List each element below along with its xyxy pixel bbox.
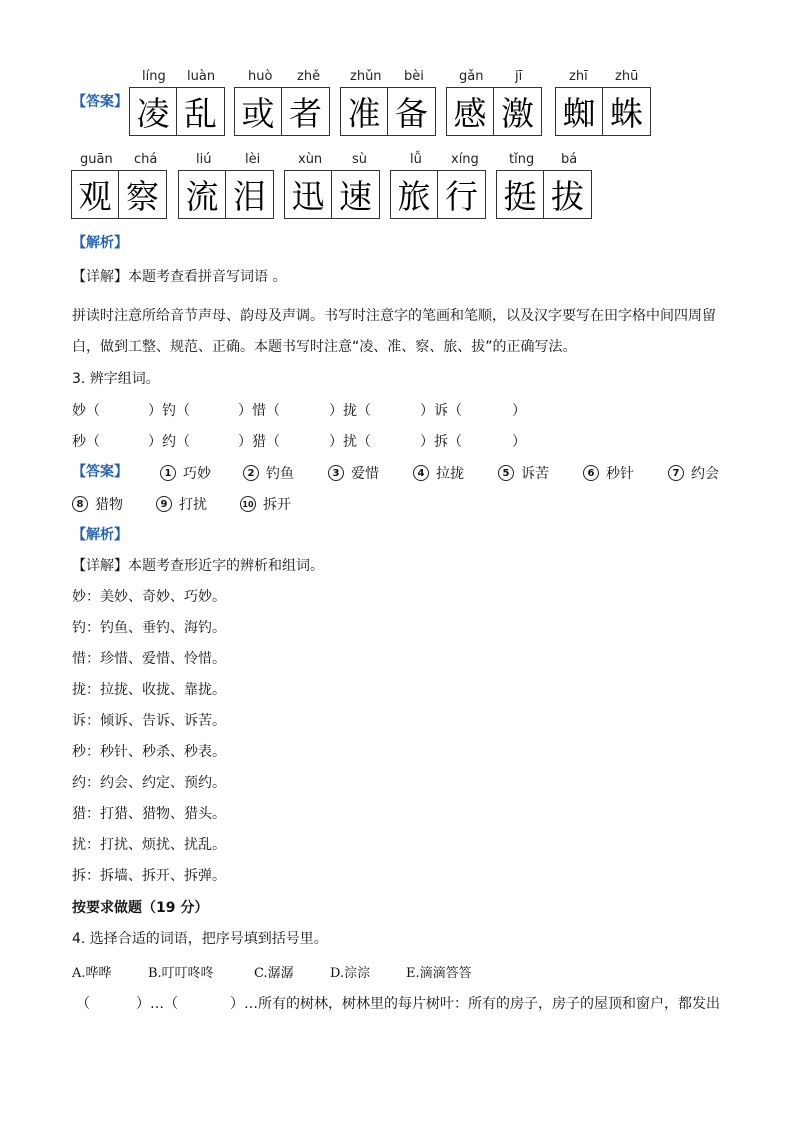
- question-title: 4. 选择合适的词语，把序号填到括号里。: [72, 931, 328, 947]
- word-group-line: 约：约会、约定、预约。: [72, 775, 226, 791]
- section-title: 按要求做题（19 分）: [72, 900, 209, 916]
- answer-text: 钓鱼: [266, 466, 294, 482]
- option: A.哗哗: [72, 966, 112, 981]
- pinyin: líng: [142, 69, 166, 84]
- pinyin: chá: [134, 152, 158, 167]
- answer-item: [156, 494, 207, 514]
- word-grid: [129, 87, 225, 136]
- circled-number: 4: [413, 465, 429, 481]
- answer-text: 猎物: [95, 497, 123, 513]
- char-blank: 秒（: [72, 434, 100, 450]
- hanzi-cell: 行: [445, 177, 478, 216]
- blank-middle: ）…（: [136, 996, 178, 1012]
- sentence-text: ）…所有的树林，树林里的每片树叶：所有的房子，房子的屋顶和窗户，都发出: [230, 996, 720, 1012]
- pinyin: zhū: [615, 69, 639, 84]
- word-group-line: 惜：珍惜、爱惜、怜惜。: [72, 651, 226, 667]
- detail-line: [72, 557, 324, 575]
- answer-text: 打扰: [179, 497, 207, 513]
- char-blank: ）拢（: [329, 403, 371, 419]
- detail-text: 本题考查形近字的辨析和组词。: [128, 558, 324, 574]
- word-group-line: 钓：钓鱼、垂钓、海钓。: [72, 620, 226, 636]
- pinyin: lǚ: [410, 152, 422, 167]
- answer-text: 秒针: [606, 466, 634, 482]
- pinyin: sù: [352, 152, 368, 167]
- pinyin: lèi: [245, 152, 261, 167]
- answer-text: 约会: [691, 466, 719, 482]
- option: C.潺潺: [254, 966, 294, 981]
- analysis-tag: 【解析】: [72, 235, 128, 251]
- hanzi-cell: 备: [395, 94, 428, 133]
- char-blank: ）钓（: [148, 403, 190, 419]
- pinyin: bá: [561, 152, 578, 167]
- answer-item: [583, 463, 634, 483]
- hanzi-cell: 凌: [130, 88, 177, 135]
- answer-item: [668, 463, 719, 483]
- word-grid: [234, 87, 330, 136]
- answer-text: 拉拢: [436, 466, 464, 482]
- word-group-line: 拢：拉拢、收拢、靠拢。: [72, 682, 226, 698]
- circled-number: 3: [328, 465, 344, 481]
- hanzi-cell: 旅: [391, 171, 438, 218]
- answer-item: [328, 463, 379, 483]
- word-grid: [284, 170, 380, 219]
- circled-number: 8: [72, 496, 88, 512]
- answer-text: 拆开: [263, 497, 291, 513]
- word-grid: [496, 170, 592, 219]
- pinyin: xíng: [451, 152, 479, 167]
- char-blank: ）: [512, 403, 526, 419]
- answer-text: 巧妙: [183, 466, 211, 482]
- word-group-line: 猎：打猎、猎物、猎头。: [72, 806, 226, 822]
- hanzi-cell: 观: [72, 171, 119, 218]
- char-blank: ）扰（: [329, 434, 371, 450]
- char-blank: ）约（: [148, 434, 190, 450]
- pinyin: xùn: [298, 152, 323, 167]
- word-grid: [71, 170, 167, 219]
- word-grid: [340, 87, 436, 136]
- circled-number: 10: [240, 496, 256, 512]
- hanzi-cell: 感: [447, 88, 494, 135]
- char-blank: 妙（: [72, 403, 100, 419]
- hanzi-cell: 者: [289, 94, 322, 133]
- char-blank: ）猎（: [238, 434, 280, 450]
- hanzi-cell: 蛛: [610, 94, 643, 133]
- detail-text: 本题考查看拼音写词语 。: [128, 269, 287, 285]
- pinyin: gǎn: [459, 69, 484, 84]
- hanzi-cell: 挺: [497, 171, 544, 218]
- hanzi-cell: 蜘: [556, 88, 603, 135]
- hanzi-cell: 准: [341, 88, 388, 135]
- detail-tag: 【详解】: [72, 558, 128, 574]
- option: E.滴滴答答: [406, 966, 472, 981]
- answer-item: [160, 463, 211, 483]
- answer-item: [498, 463, 549, 483]
- hanzi-cell: 激: [501, 94, 534, 133]
- pinyin: huò: [248, 69, 273, 84]
- answer-tag: 【答案】: [72, 94, 128, 110]
- analysis-tag: 【解析】: [72, 527, 128, 543]
- circled-number: 6: [583, 465, 599, 481]
- pinyin: zhī: [569, 69, 588, 84]
- circled-number: 7: [668, 465, 684, 481]
- answer-item: [240, 494, 291, 514]
- hanzi-cell: 乱: [184, 94, 217, 133]
- circled-number: 5: [498, 465, 514, 481]
- char-blank: ）拆（: [420, 434, 462, 450]
- pinyin: jī: [515, 69, 523, 84]
- question-title: 3. 辨字组词。: [72, 371, 160, 387]
- hanzi-cell: 拔: [551, 177, 584, 216]
- word-group-line: 诉：倾诉、告诉、诉苦。: [72, 713, 226, 729]
- word-grid: [390, 170, 486, 219]
- hanzi-cell: 察: [126, 177, 159, 216]
- pinyin: zhǔn: [350, 69, 382, 84]
- explain-paragraph: 拼读时注意所给音节声母、韵母及声调。书写时注意字的笔画和笔顺，以及汉字要写在田字格中间四周留白，做到工整、规范、正确。本题书写时注意“凌、准、察、旅、拔”的正确写法。: [72, 308, 716, 355]
- word-group-line: 妙：美妙、奇妙、巧妙。: [72, 589, 226, 605]
- answer-item: [413, 463, 464, 483]
- hanzi-cell: 速: [339, 177, 372, 216]
- blank-open: （: [76, 996, 90, 1012]
- circled-number: 1: [160, 465, 176, 481]
- answer-tag: 【答案】: [72, 464, 128, 480]
- pinyin: bèi: [404, 69, 424, 84]
- word-grid: [178, 170, 274, 219]
- word-group-line: 拆：拆墙、拆开、拆弹。: [72, 868, 226, 884]
- char-blank: ）惜（: [238, 403, 280, 419]
- pinyin: tǐng: [509, 152, 535, 167]
- hanzi-cell: 流: [179, 171, 226, 218]
- pinyin: guān: [80, 152, 113, 167]
- answer-text: 诉苦: [521, 466, 549, 482]
- char-blank: ）: [512, 434, 526, 450]
- pinyin: luàn: [187, 69, 216, 84]
- word-grid: [555, 87, 651, 136]
- hanzi-cell: 泪: [233, 177, 266, 216]
- detail-line: [72, 268, 286, 286]
- word-group-line: 扰：打扰、烦扰、扰乱。: [72, 837, 226, 853]
- hanzi-cell: 迅: [285, 171, 332, 218]
- option: B.叮叮咚咚: [148, 966, 214, 981]
- answer-item: [243, 463, 294, 483]
- word-group-line: 秒：秒针、秒杀、秒表。: [72, 744, 226, 760]
- option: D.淙淙: [330, 966, 371, 981]
- char-blank: ）诉（: [420, 403, 462, 419]
- detail-tag: 【详解】: [72, 269, 128, 285]
- answer-item: [72, 494, 123, 514]
- pinyin: zhě: [297, 69, 321, 84]
- pinyin: liú: [196, 152, 212, 167]
- circled-number: 2: [243, 465, 259, 481]
- hanzi-cell: 或: [235, 88, 282, 135]
- circled-number: 9: [156, 496, 172, 512]
- answer-text: 爱惜: [351, 466, 379, 482]
- word-grid: [446, 87, 542, 136]
